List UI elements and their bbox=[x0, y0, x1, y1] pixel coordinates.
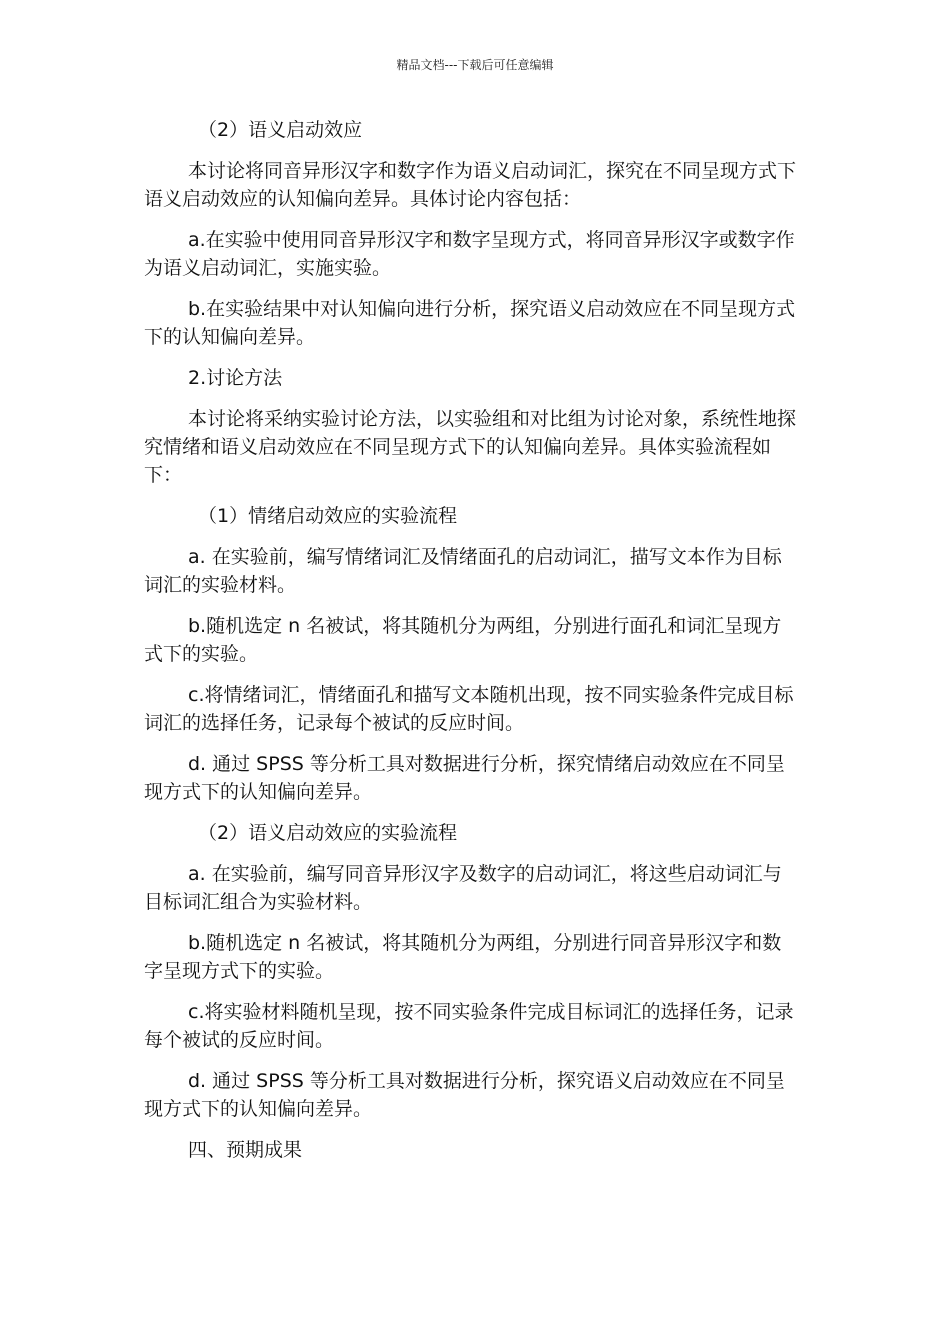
paragraph-emotion-step-c: c.将情绪词汇，情绪面孔和描写文本随机出现，按不同实验条件完成目标词汇的选择任务，记录每个被试的反应时间。 bbox=[144, 684, 794, 734]
document-body bbox=[144, 116, 800, 1177]
paragraph-semantic-step-a: a. 在实验前，编写同音异形汉字及数字的启动词汇，将这些启动词汇与目标词汇组合为实验材料。 bbox=[144, 863, 782, 913]
paragraph-semantic-step-b: b.随机选定 n 名被试，将其随机分为两组，分别进行同音异形汉字和数字呈现方式下的实验。 bbox=[144, 932, 782, 982]
paragraph-semantic-step-d: d. 通过 SPSS 等分析工具对数据进行分析，探究语义启动效应在不同呈现方式下的认知偏向差异。 bbox=[144, 1070, 785, 1120]
paragraph-emotion-step-d: d. 通过 SPSS 等分析工具对数据进行分析，探究情绪启动效应在不同呈现方式下的认知偏向差异。 bbox=[144, 753, 785, 803]
section-heading-semantic-priming: （2）语义启动效应 bbox=[198, 119, 363, 141]
paragraph-emotion-step-a: a. 在实验前，编写情绪词汇及情绪面孔的启动词汇，描写文本作为目标词汇的实验材料。 bbox=[144, 546, 782, 596]
section-heading-method: 2.讨论方法 bbox=[188, 367, 283, 389]
paragraph-semantic-priming-intro: 本讨论将同音异形汉字和数字作为语义启动词汇，探究在不同呈现方式下语义启动效应的认知偏向差异。具体讨论内容包括： bbox=[144, 160, 797, 210]
paragraph-semantic-step-c: c.将实验材料随机呈现，按不同实验条件完成目标词汇的选择任务，记录每个被试的反应时间。 bbox=[144, 1001, 794, 1051]
section-heading-expected-results: 四、预期成果 bbox=[188, 1139, 303, 1161]
section-heading-emotion-procedure: （1）情绪启动效应的实验流程 bbox=[198, 505, 458, 527]
paragraph-item-b: b.在实验结果中对认知偏向进行分析，探究语义启动效应在不同呈现方式下的认知偏向差异。 bbox=[144, 298, 796, 348]
page-header: 精品文档---下载后可任意编辑 bbox=[396, 58, 554, 72]
section-heading-semantic-procedure: （2）语义启动效应的实验流程 bbox=[198, 822, 458, 844]
paragraph-method-intro: 本讨论将采纳实验讨论方法，以实验组和对比组为讨论对象，系统性地探究情绪和语义启动效应在不同呈现方式下的认知偏向差异。具体实验流程如下： bbox=[144, 408, 797, 486]
paragraph-item-a: a.在实验中使用同音异形汉字和数字呈现方式，将同音异形汉字或数字作为语义启动词汇，实施实验。 bbox=[144, 229, 795, 279]
paragraph-emotion-step-b: b.随机选定 n 名被试，将其随机分为两组，分别进行面孔和词汇呈现方式下的实验。 bbox=[144, 615, 782, 665]
